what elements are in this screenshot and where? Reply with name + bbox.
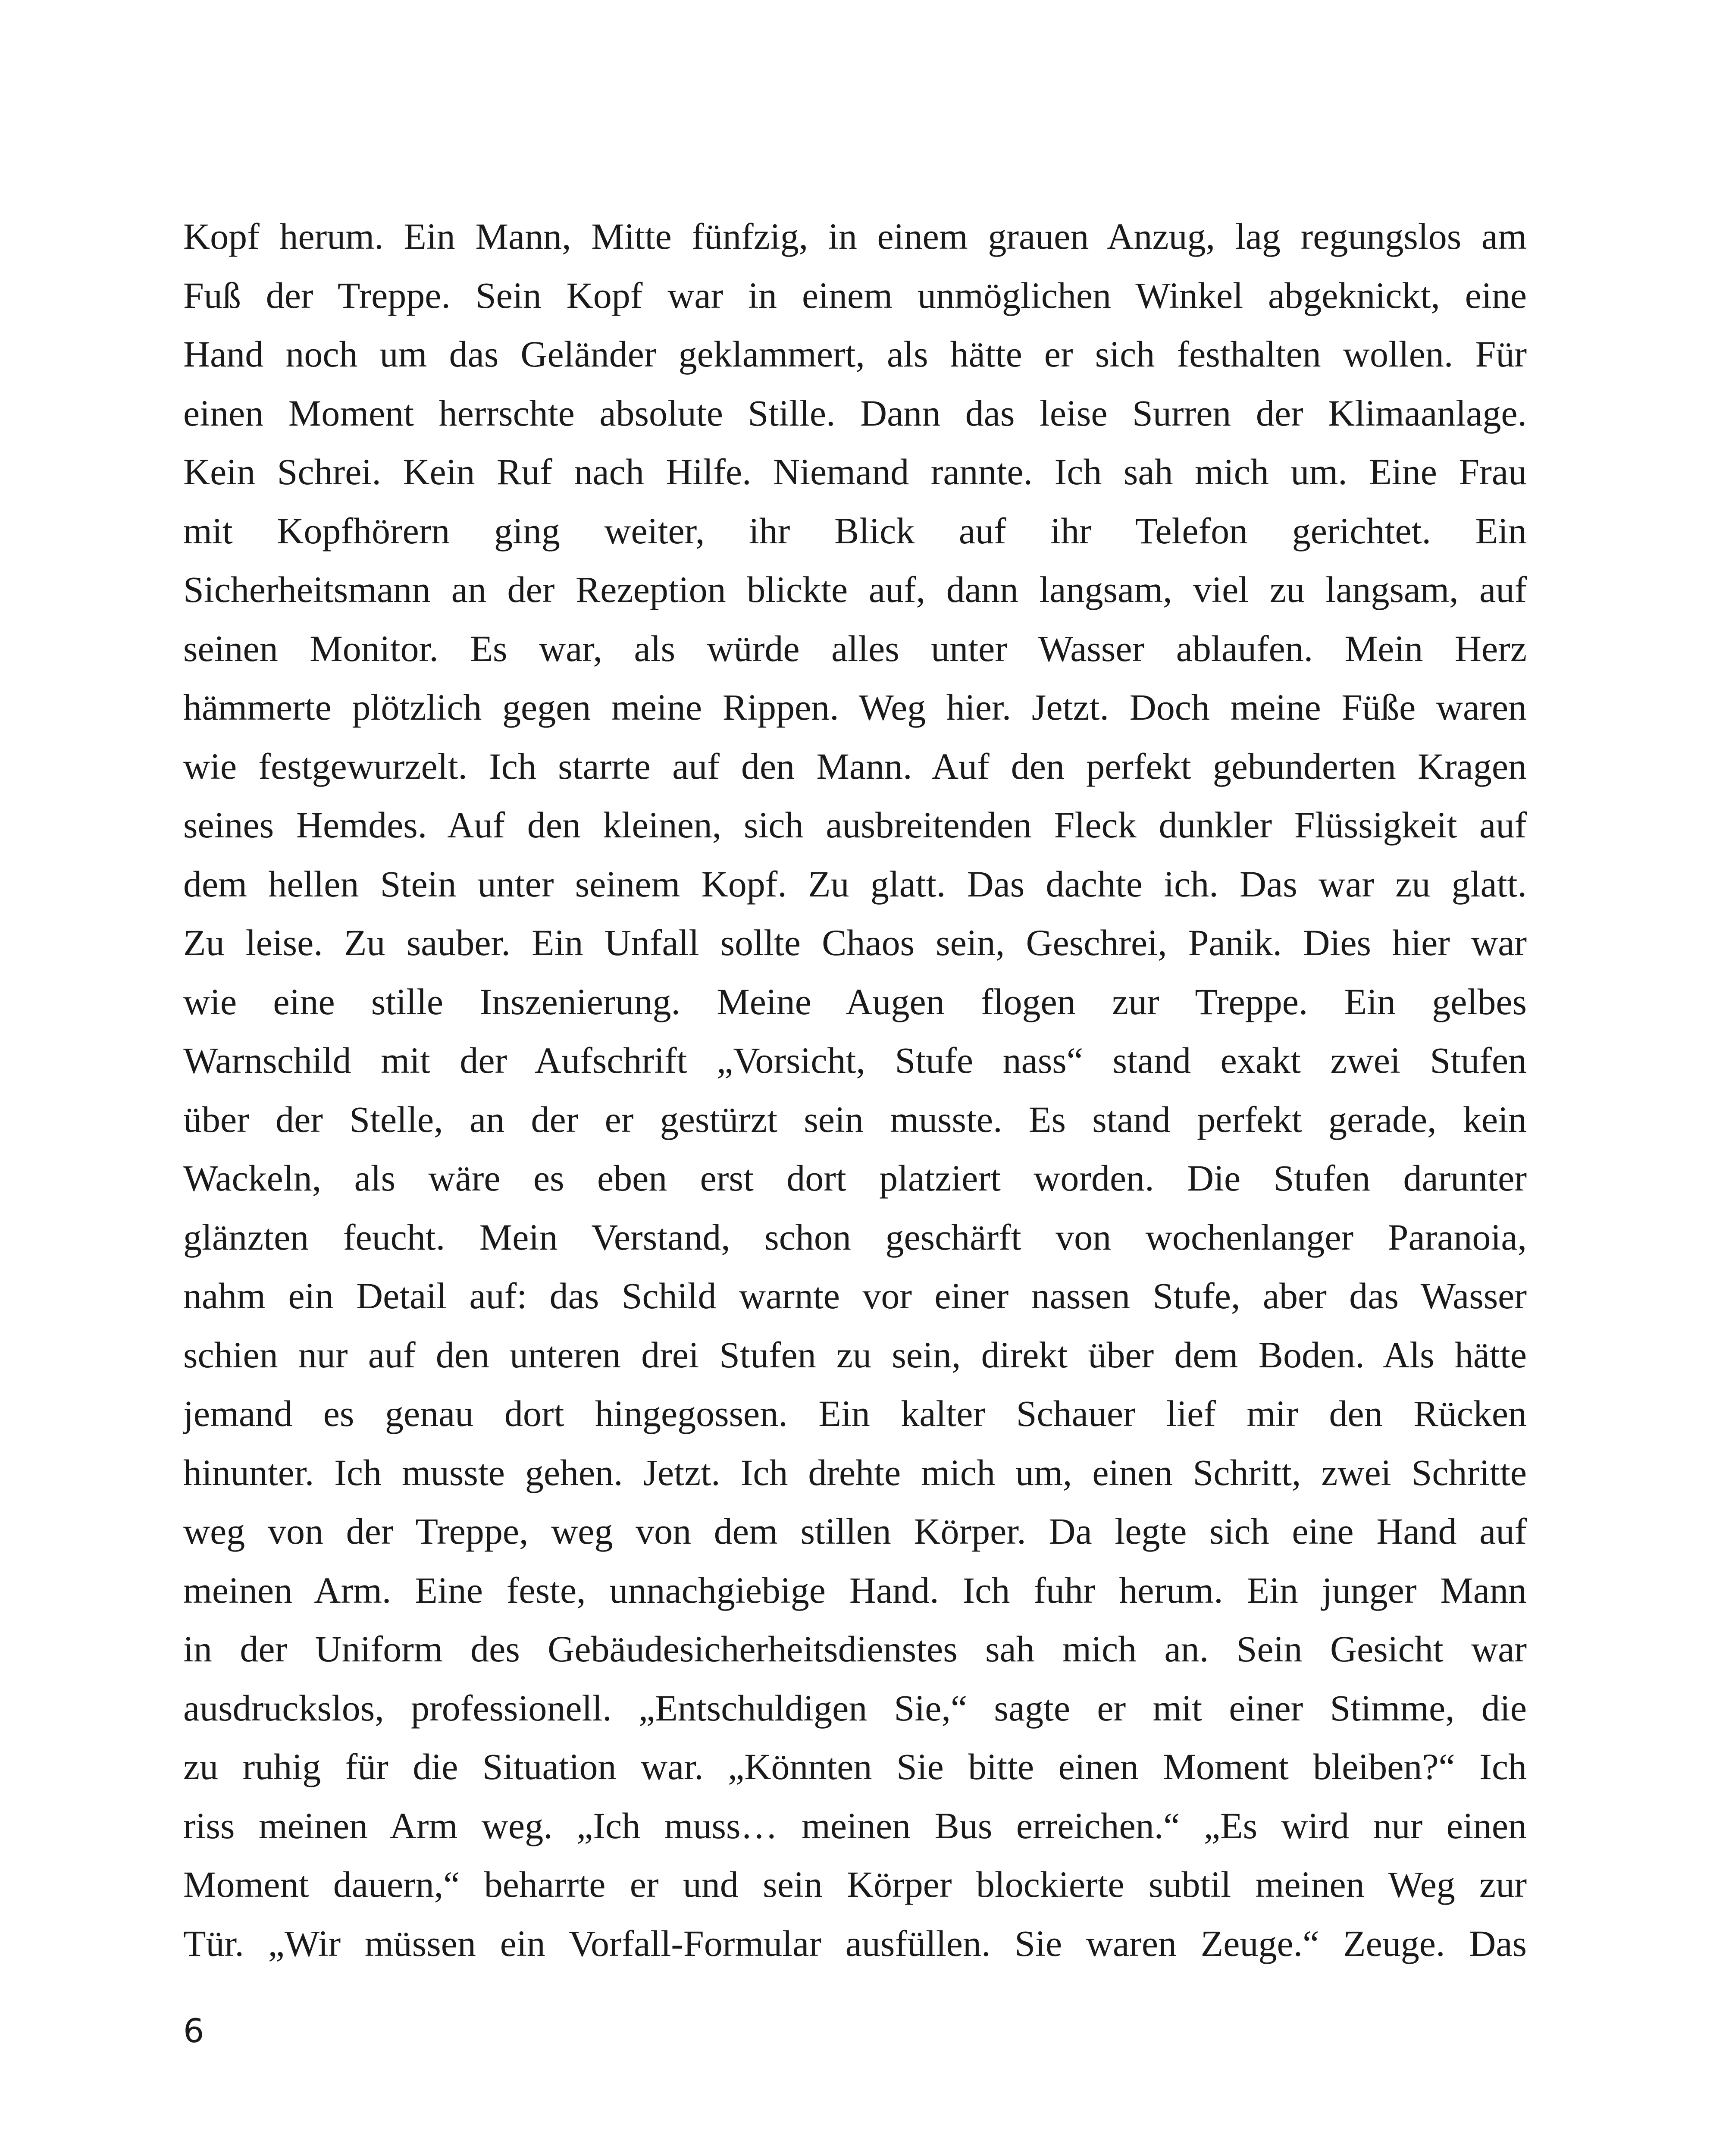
text-line: schien nur auf den unteren drei Stufen zu sein, direkt über dem Boden. Als hätte [183, 1334, 1527, 1376]
text-line: Wackeln, als wäre es eben erst dort platziert worden. Die Stufen darunter [183, 1157, 1527, 1199]
text-line: nahm ein Detail auf: das Schild warnte vor einer nassen Stufe, aber das Wasser [183, 1275, 1527, 1316]
text-line: über der Stelle, an der er gestürzt sein musste. Es stand perfekt gerade, kein [183, 1098, 1527, 1140]
text-line: riss meinen Arm weg. „Ich muss… meinen Bus erreichen.“ „Es wird nur einen [183, 1805, 1527, 1846]
text-line: Hand noch um das Geländer geklammert, als hätte er sich festhalten wollen. Für [183, 333, 1527, 375]
text-line: hinunter. Ich musste gehen. Jetzt. Ich drehte mich um, einen Schritt, zwei Schritte [183, 1451, 1527, 1493]
text-line: weg von der Treppe, weg von dem stillen Körper. Da legte sich eine Hand auf [183, 1510, 1527, 1552]
text-line: ausdruckslos, professionell. „Entschuldigen Sie,“ sagte er mit einer Stimme, die [183, 1687, 1527, 1729]
text-line: jemand es genau dort hingegossen. Ein kalter Schauer lief mir den Rücken [183, 1393, 1527, 1434]
text-line: Moment dauern,“ beharrte er und sein Körper blockierte subtil meinen Weg zur [183, 1864, 1527, 1905]
text-line: Tür. „Wir müssen ein Vorfall-Formular ausfüllen. Sie waren Zeuge.“ Zeuge. Das [183, 1922, 1527, 1964]
text-line: hämmerte plötzlich gegen meine Rippen. Weg hier. Jetzt. Doch meine Füße waren [183, 686, 1527, 728]
text-line: Kein Schrei. Kein Ruf nach Hilfe. Niemand rannte. Ich sah mich um. Eine Frau [183, 451, 1527, 492]
text-line: Warnschild mit der Aufschrift „Vorsicht, Stufe nass“ stand exakt zwei Stufen [183, 1040, 1527, 1081]
text-line: seines Hemdes. Auf den kleinen, sich ausbreitenden Fleck dunkler Flüssigkeit auf [183, 804, 1527, 846]
text-line: zu ruhig für die Situation war. „Könnten Sie bitte einen Moment bleiben?“ Ich [183, 1746, 1527, 1787]
body-text [183, 207, 1527, 1973]
text-line: wie festgewurzelt. Ich starrte auf den Mann. Auf den perfekt gebunderten Kragen [183, 745, 1527, 787]
text-line: mit Kopfhörern ging weiter, ihr Blick auf ihr Telefon gerichtet. Ein [183, 510, 1527, 552]
text-line: einen Moment herrschte absolute Stille. Dann das leise Surren der Klimaanlage. [183, 392, 1527, 434]
text-line: meinen Arm. Eine feste, unnachgiebige Hand. Ich fuhr herum. Ein junger Mann [183, 1569, 1527, 1611]
text-line: in der Uniform des Gebäudesicherheitsdienstes sah mich an. Sein Gesicht war [183, 1628, 1527, 1670]
text-line: wie eine stille Inszenierung. Meine Augen flogen zur Treppe. Ein gelbes [183, 981, 1527, 1022]
text-line: glänzten feucht. Mein Verstand, schon geschärft von wochenlanger Paranoia, [183, 1216, 1527, 1258]
text-line: dem hellen Stein unter seinem Kopf. Zu glatt. Das dachte ich. Das war zu glatt. [183, 863, 1527, 905]
text-line: seinen Monitor. Es war, als würde alles unter Wasser ablaufen. Mein Herz [183, 627, 1527, 669]
text-line: Sicherheitsmann an der Rezeption blickte auf, dann langsam, viel zu langsam, auf [183, 569, 1527, 610]
text-line: Zu leise. Zu sauber. Ein Unfall sollte Chaos sein, Geschrei, Panik. Dies hier war [183, 922, 1527, 963]
text-line: Kopf herum. Ein Mann, Mitte fünfzig, in einem grauen Anzug, lag regungslos am [183, 216, 1527, 257]
page-number: 6 [183, 2012, 204, 2050]
text-line: Fuß der Treppe. Sein Kopf war in einem unmöglichen Winkel abgeknickt, eine [183, 274, 1527, 316]
